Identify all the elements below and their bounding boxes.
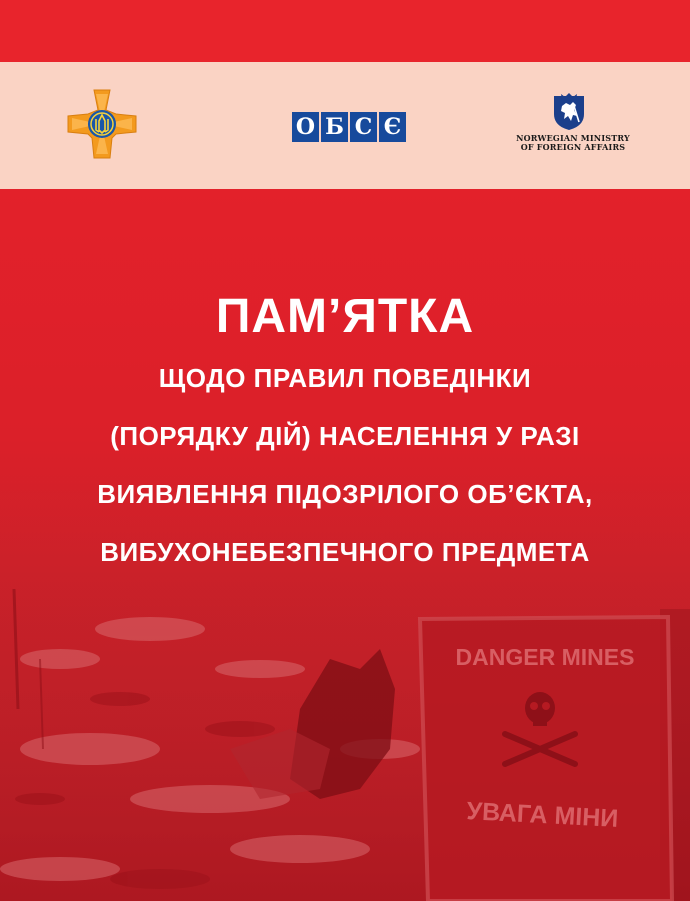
logo-band (0, 62, 690, 189)
norway-mfa-line1: NORWEGIAN MINISTRY (516, 133, 630, 143)
danger-sign (420, 617, 672, 901)
subtitle-line-3: ВИЯВЛЕННЯ ПІДОЗРІЛОГО ОБ’ЄКТА, (97, 479, 593, 509)
osce-letter: О (292, 112, 319, 142)
osce-letter: Є (379, 112, 406, 142)
sign-bottom-text: УВАГА МІНИ (465, 797, 619, 833)
norway-coat-of-arms-icon (552, 92, 586, 130)
sign-top-text: DANGER MINES (455, 644, 635, 670)
dsns-emblem-icon (66, 88, 138, 160)
subtitle-line-4: ВИБУХОНЕБЕЗПЕЧНОГО ПРЕДМЕТА (100, 537, 590, 567)
norway-mfa-line2: OF FOREIGN AFFAIRS (520, 142, 626, 153)
subtitle-line-2: (ПОРЯДКУ ДІЙ) НАСЕЛЕННЯ У РАЗІ (110, 421, 580, 451)
norway-mfa-text (508, 134, 638, 152)
top-red-band (0, 0, 690, 62)
osce-logo (292, 112, 406, 142)
page-title: ПАМ’ЯТКА (215, 290, 475, 343)
osce-letter: С (350, 112, 377, 142)
subtitle-line-1: ЩОДО ПРАВИЛ ПОВЕДІНКИ (158, 363, 532, 393)
cover-main (0, 189, 690, 901)
norway-mfa-logo (508, 92, 638, 162)
osce-letter: Б (321, 112, 348, 142)
